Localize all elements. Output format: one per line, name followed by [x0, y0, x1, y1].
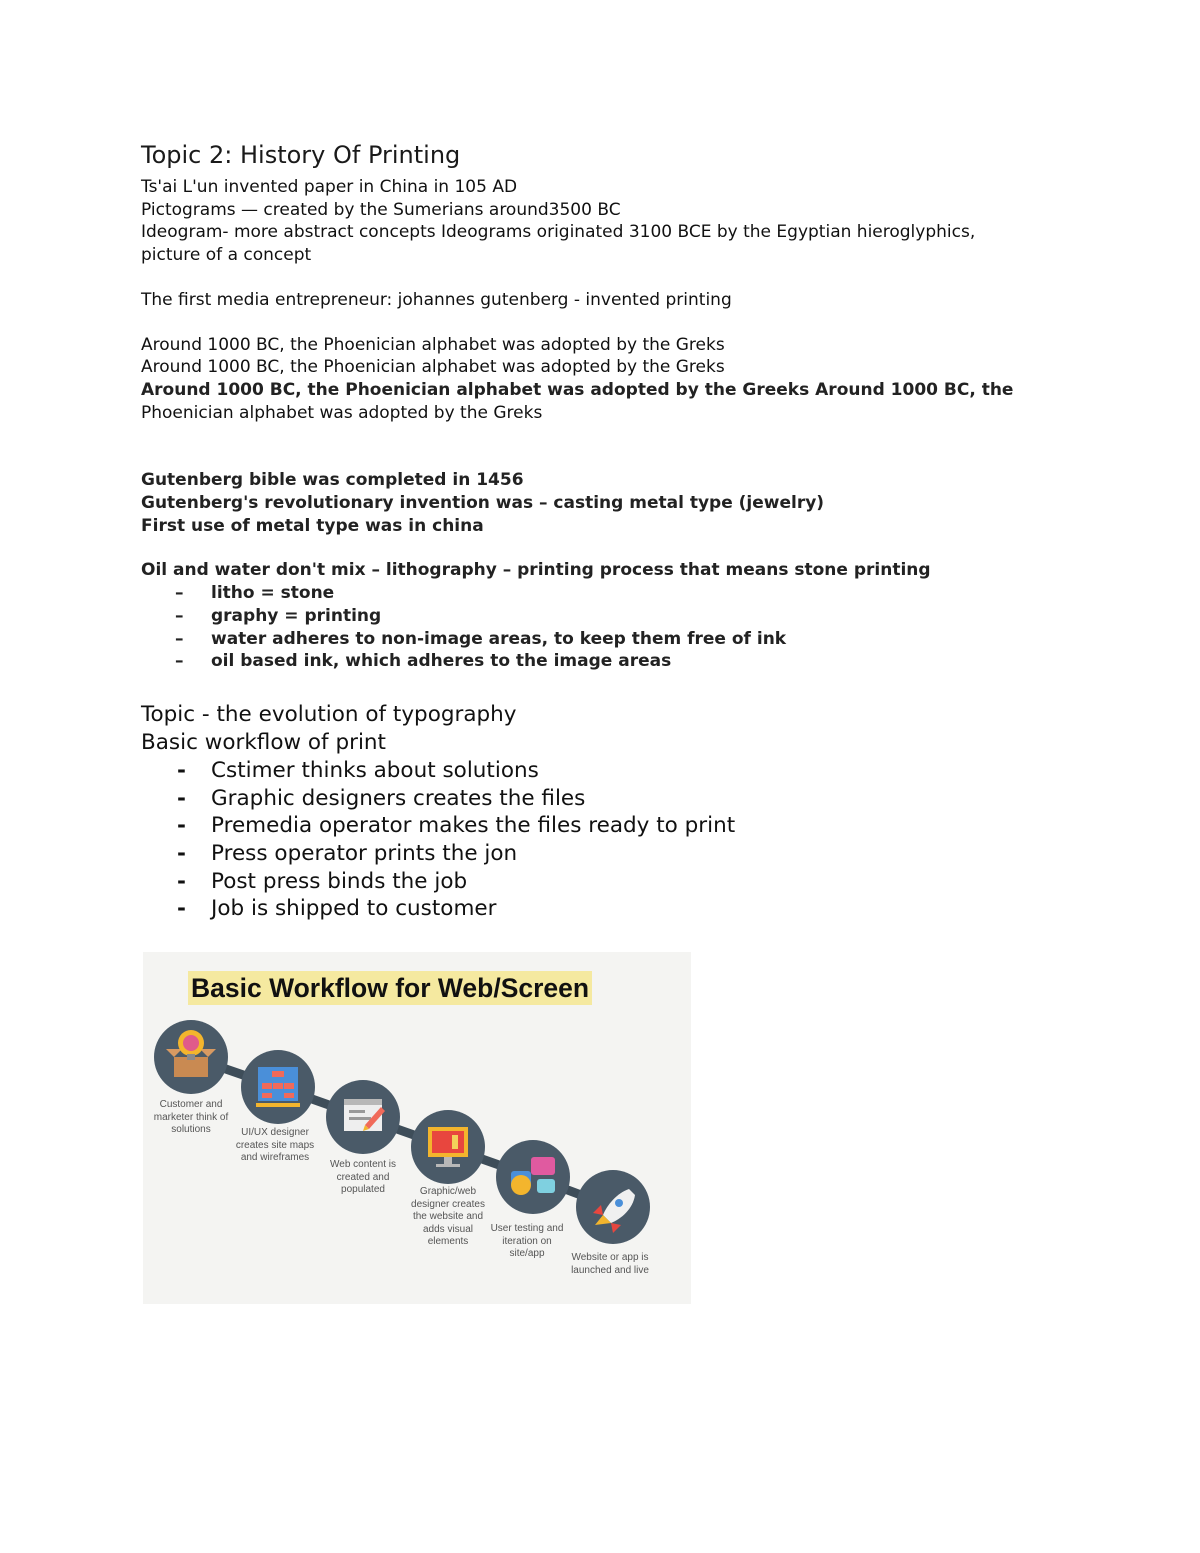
- gutenberg-line: The first media entrepreneur: johannes gutenberg - invented printing: [141, 289, 732, 310]
- step-label-3: Web content is created and populated: [330, 1159, 396, 1195]
- list-item: - Premedia operator makes the files ready to print: [141, 812, 1081, 840]
- lithography-list: [141, 582, 1081, 673]
- document-body: [141, 140, 1081, 923]
- testing-bubbles-icon: [496, 1140, 570, 1214]
- web-workflow-figure: [143, 952, 691, 1304]
- ideogram-line-cont: picture of a concept: [141, 245, 312, 266]
- bible-line: Gutenberg bible was completed in 1456: [141, 470, 524, 491]
- list-item: - Graphic designers creates the files: [141, 785, 1081, 813]
- print-workflow-list: [141, 757, 1081, 923]
- web-content-icon: [326, 1080, 400, 1154]
- sitemap-icon: [241, 1050, 315, 1124]
- list-item: - Cstimer thinks about solutions: [141, 757, 1081, 785]
- step-label-2: UI/UX designer creates site maps and wireframes: [235, 1127, 315, 1163]
- phoenician-line-1: Around 1000 BC, the Phoenician alphabet was adopted by the Greks: [141, 334, 725, 355]
- list-item: – graphy = printing: [141, 605, 1081, 628]
- step-label-4: Graphic/web designer creates the website and adds visual elements: [411, 1186, 485, 1247]
- workflow-subheading: Basic workflow of print: [141, 729, 386, 755]
- step-label-5: User testing and iteration on site/app: [490, 1223, 564, 1259]
- phoenician-line-4: Phoenician alphabet was adopted by the Greks: [141, 402, 543, 423]
- list-item: – water adheres to non-image areas, to keep them free of ink: [141, 628, 1081, 651]
- metal-type-line: First use of metal type was in china: [141, 515, 484, 536]
- topic-typography-heading: Topic - the evolution of typography: [141, 701, 517, 727]
- monitor-paint-icon: [411, 1110, 485, 1184]
- list-item: - Job is shipped to customer: [141, 895, 1081, 923]
- paper-line: Ts'ai L'un invented paper in China in 105 AD: [141, 177, 518, 197]
- phoenician-line-3: Around 1000 BC, the Phoenician alphabet was adopted by the Greeks Around 1000 BC, the: [141, 379, 1014, 400]
- step-label-1: Customer and marketer think of solutions: [153, 1099, 229, 1135]
- list-item: – litho = stone: [141, 582, 1081, 605]
- invention-line: Gutenberg's revolutionary invention was – casting metal type (jewelry): [141, 493, 825, 514]
- figure-title: Basic Workflow for Web/Screen: [188, 971, 592, 1005]
- lightbulb-box-icon: [154, 1020, 228, 1094]
- list-item: - Post press binds the job: [141, 868, 1081, 896]
- phoenician-line-2: Around 1000 BC, the Phoenician alphabet was adopted by the Greks: [141, 357, 725, 378]
- step-label-6: Website or app is launched and live: [571, 1252, 649, 1276]
- topic-history-heading: Topic 2: History Of Printing: [141, 141, 461, 169]
- list-item: – oil based ink, which adheres to the image areas: [141, 650, 1081, 673]
- lithography-line: Oil and water don't mix – lithography – printing process that means stone printing: [141, 560, 931, 581]
- rocket-icon: [576, 1170, 650, 1244]
- list-item: - Press operator prints the jon: [141, 840, 1081, 868]
- pictograms-line: Pictograms — created by the Sumerians around3500 BC: [141, 199, 621, 220]
- ideogram-line: Ideogram- more abstract concepts Ideograms originated 3100 BCE by the Egyptian hieroglyphics,: [141, 222, 976, 243]
